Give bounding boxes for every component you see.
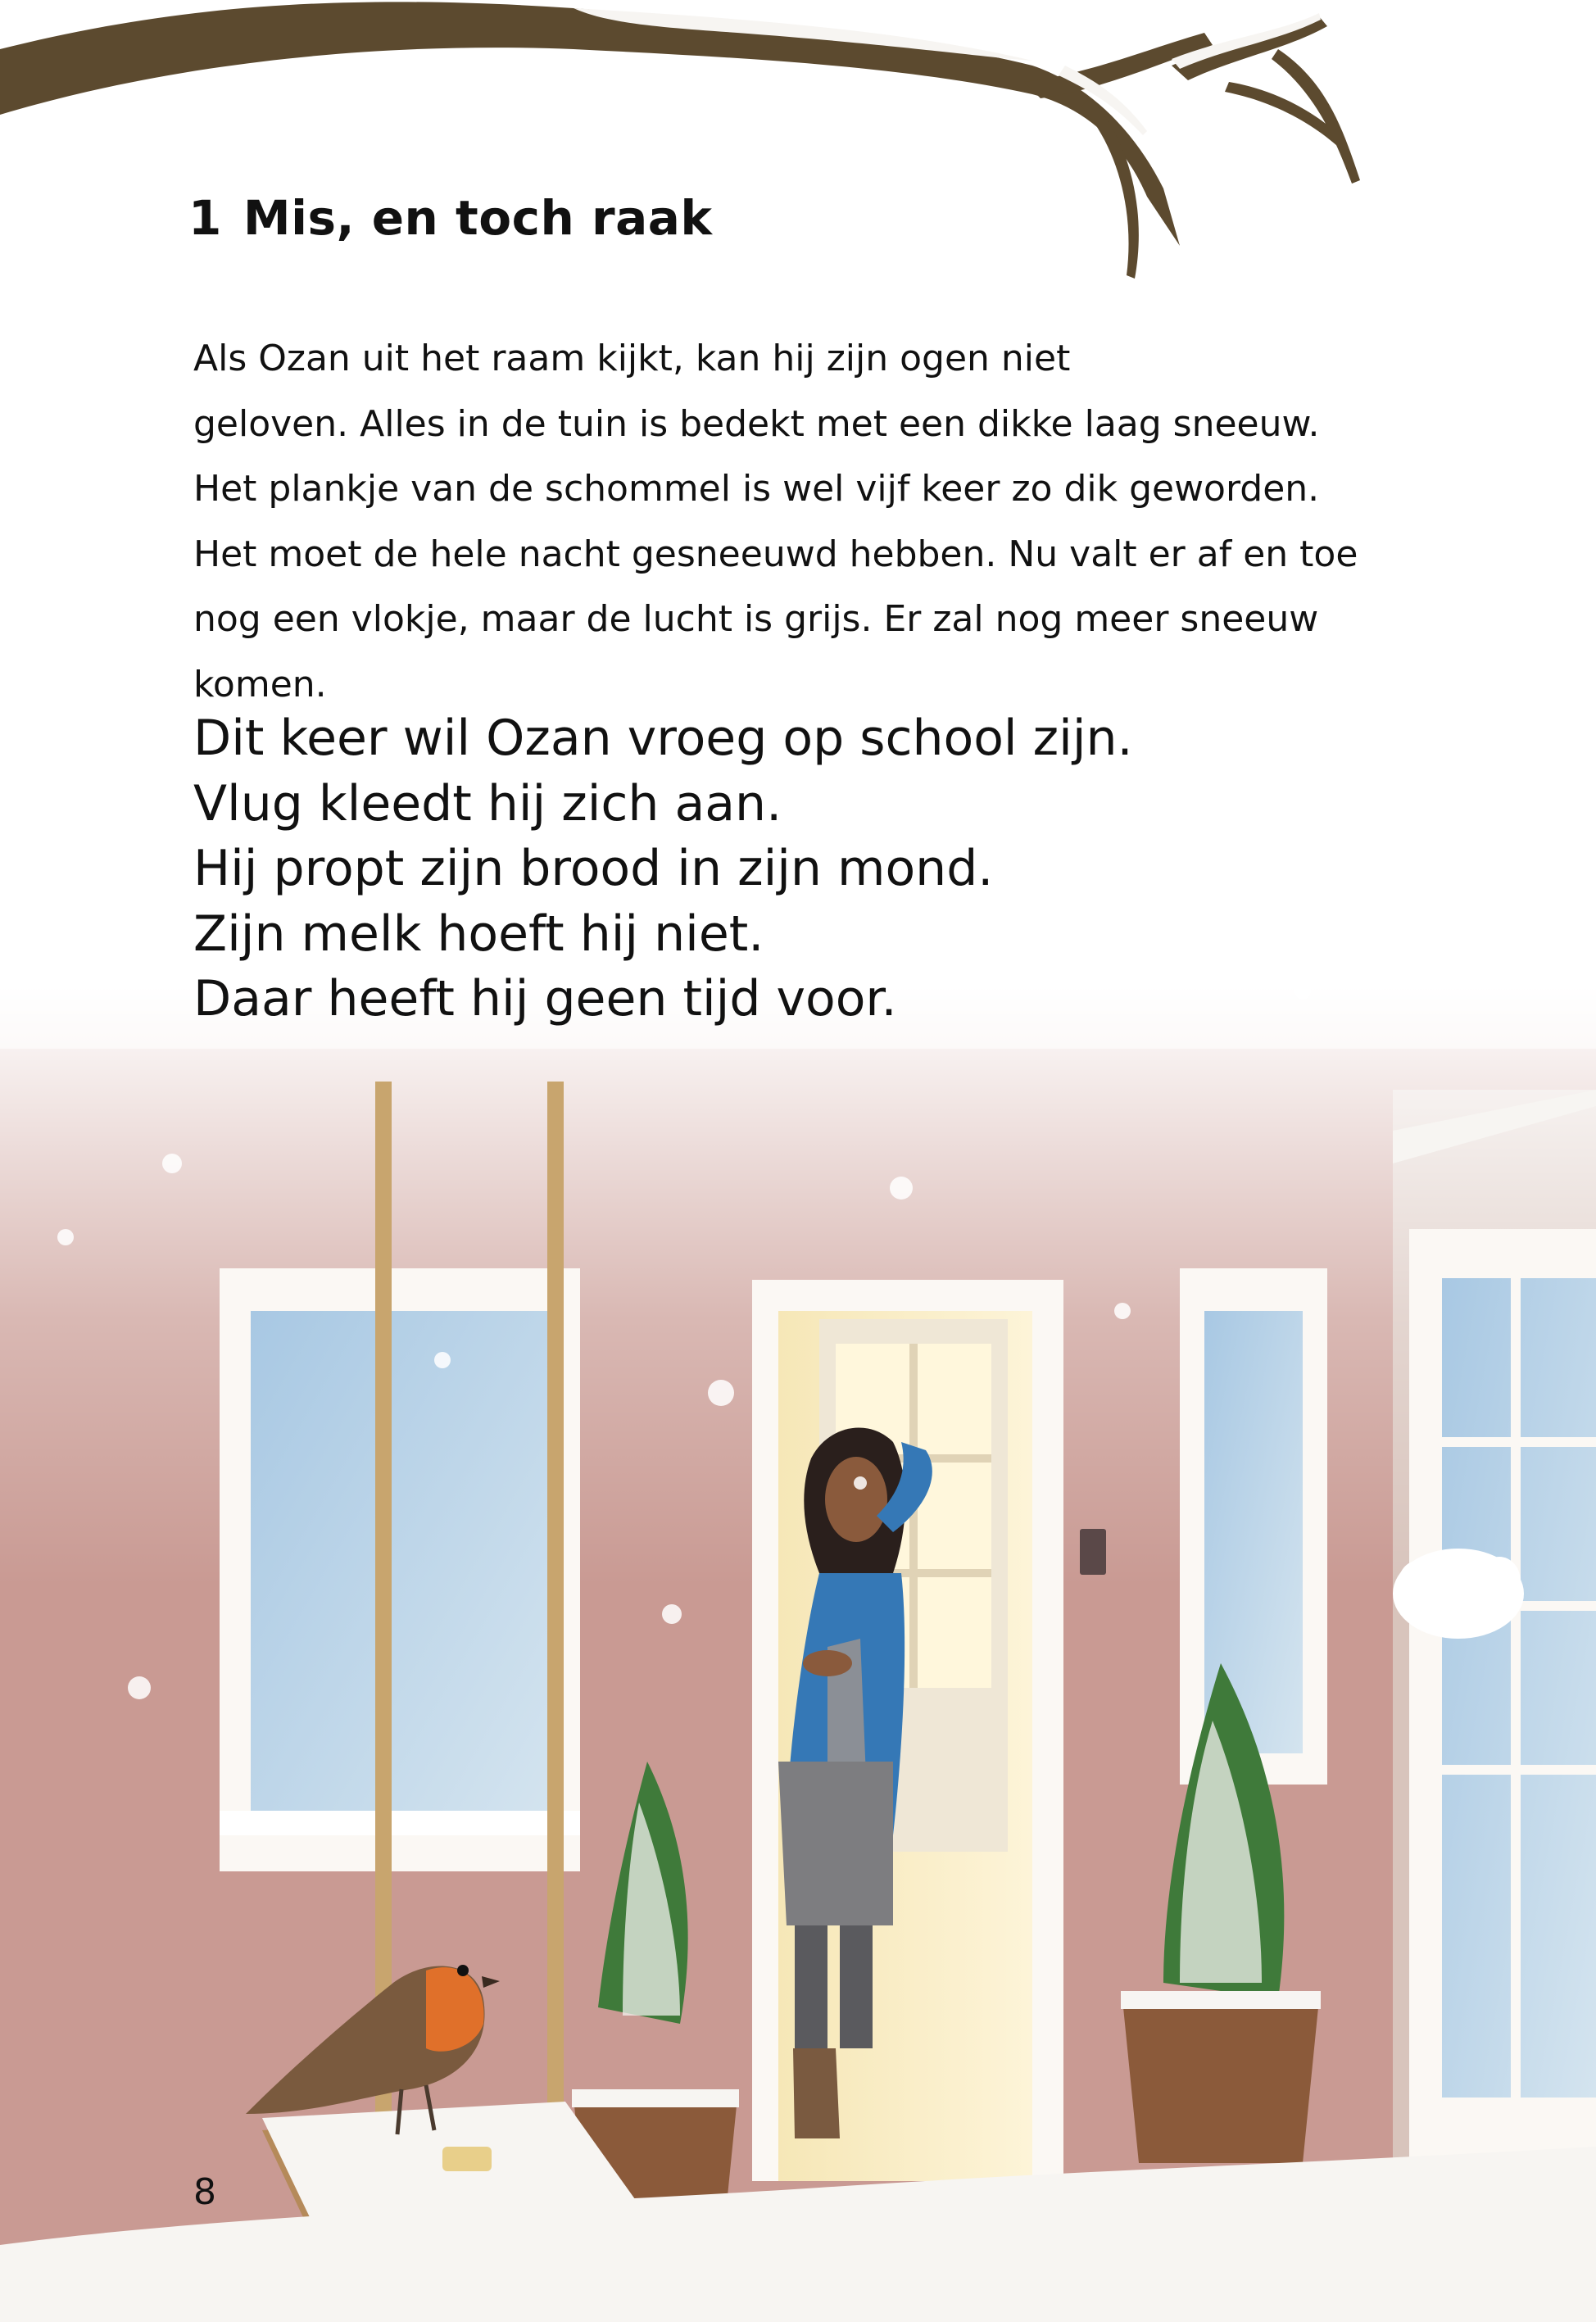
- intro-line: nog een vlokje, maar de lucht is grijs. Er zal nog meer sneeuw: [193, 598, 1319, 640]
- french-door: [1393, 1090, 1596, 2212]
- light-switch: [1080, 1529, 1106, 1575]
- intro-line: Het plankje van de schommel is wel vijf keer zo dik geworden.: [193, 468, 1320, 510]
- story-line: Daar heeft hij geen tijd voor.: [193, 970, 897, 1027]
- chapter-title: [188, 190, 712, 246]
- page-number: 8: [193, 2171, 216, 2213]
- intro-line: geloven. Alles in de tuin is bedekt met een dikke laag sneeuw.: [193, 402, 1320, 445]
- window-right: [1180, 1268, 1327, 1785]
- story-line: Dit keer wil Ozan vroeg op school zijn.: [193, 710, 1133, 767]
- intro-paragraph: [193, 326, 1406, 717]
- story-line: Vlug kleedt hij zich aan.: [193, 774, 782, 832]
- intro-line: Als Ozan uit het raam kijkt, kan hij zijn ogen niet: [193, 338, 1071, 379]
- intro-line: Het moet de hele nacht gesneeuwd hebben. Nu valt er af en toe: [193, 533, 1358, 575]
- intro-line: komen.: [193, 663, 327, 705]
- bread-crumb: [442, 2147, 492, 2171]
- story-line: Zijn melk hoeft hij niet.: [193, 905, 764, 963]
- story-line: Hij propt zijn brood in zijn mond.: [193, 840, 994, 897]
- snowball: [1393, 1549, 1524, 1639]
- chapter-title-text: Mis, en toch raak: [243, 190, 713, 246]
- window-left: [220, 1268, 580, 1871]
- chapter-number: 1: [188, 190, 222, 246]
- story-lines: [193, 706, 1406, 1032]
